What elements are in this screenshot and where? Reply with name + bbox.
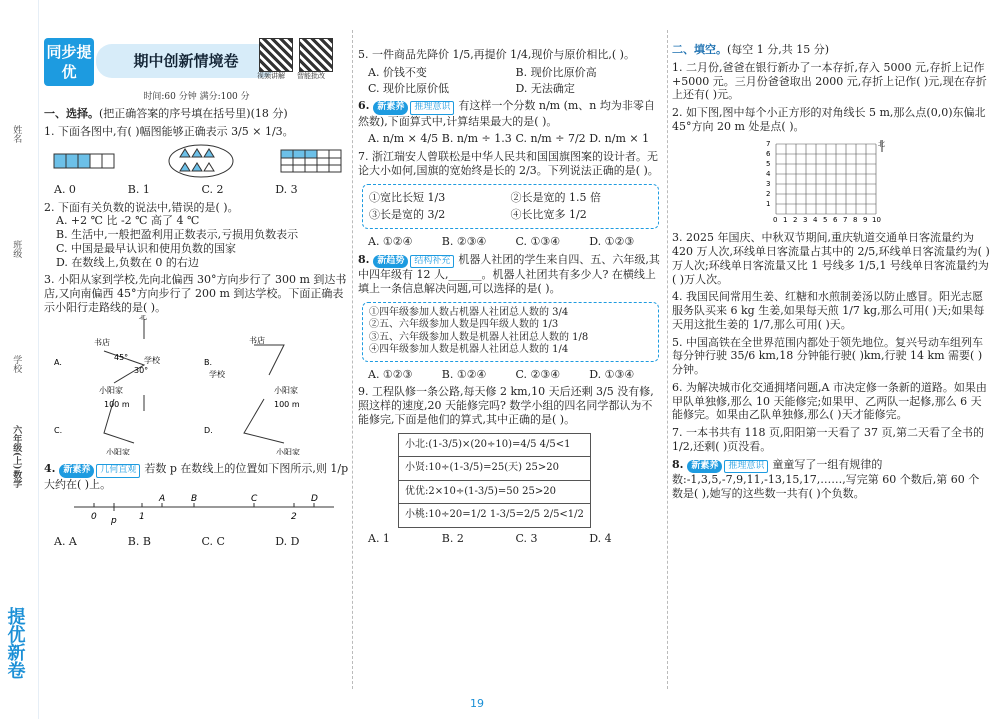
table-row: 小北:(1-3/5)×(20÷10)=4/5 4/5<1: [399, 433, 591, 457]
qr-code-icon[interactable]: [259, 38, 293, 72]
question-4: [44, 462, 349, 549]
options: [54, 535, 349, 549]
tick-label: 7: [766, 139, 771, 148]
home-label: 小阳家: [99, 385, 123, 395]
option-b[interactable]: B. 1: [127, 182, 150, 196]
tick-label: D: [311, 494, 318, 505]
column-3: [672, 40, 990, 504]
qr-code-icon[interactable]: [299, 38, 333, 72]
fill-question-2: 2. 如下图,图中每个小正方形的对角线长 5 m,那么点(0,0)东偏北 45°方向 20 m 处是点( )。: [672, 106, 986, 133]
options: [368, 132, 663, 146]
info-item: ②五、六年级参加人数是四年级人数的 1/3: [369, 319, 559, 330]
fill-question-8: 8. 新素养 推理意识 童童写了一组有规律的数:-1,3,5,-7,9,11,-13,15,17,……,写完第 60 个数后,第 60 个数是( ),她写的这些数一共有( )个负数。: [672, 457, 980, 500]
school-label: 学校: [144, 355, 160, 365]
tick-label: p: [111, 516, 117, 527]
fill-question-3: 3. 2025 年国庆、中秋双节期间,重庆轨道交通单日客流量约为 420 万人次,环线单日客流量占其中的 2/5,环线单日客流量约为( )万人次;环线单日客流量又比 1 号线多 1/5,1 号线单日客流量约为( )万人次。: [672, 231, 990, 286]
name-label: 姓名: [11, 125, 22, 143]
options: [368, 235, 663, 249]
tick-label: 9: [863, 215, 868, 224]
table-row: 小贤:10÷(1-3/5)=25(天) 25>20: [399, 457, 591, 481]
page-number: 19: [470, 697, 484, 711]
option-b[interactable]: B. n/m ÷ 1.3: [441, 132, 512, 146]
option-d[interactable]: D. 3: [275, 182, 298, 196]
tick-label: C: [251, 494, 258, 505]
section-heading: 二、填空。(每空 1 分,共 15 分): [672, 43, 830, 56]
brand-logo: 提优新卷: [4, 607, 26, 679]
option-c[interactable]: C. ①③④: [515, 235, 561, 248]
tick-label: 6: [766, 149, 771, 158]
subject-label: 数学: [11, 470, 22, 488]
option-d[interactable]: D. 无法确定: [515, 81, 575, 95]
tick-label: 4: [766, 169, 771, 178]
question-stem: 7. 浙江瑞安人曾联松是中华人民共和国国旗图案的设计者。无论大小如何,国旗的宽始终是长的 2/3。下列说法正确的是( )。: [358, 150, 659, 177]
options: [54, 183, 349, 197]
tick-label: 1: [139, 512, 145, 523]
option-a[interactable]: A.: [54, 357, 62, 367]
tick-label: 2: [766, 189, 771, 198]
angle-label: 30°: [134, 365, 149, 375]
question-stem: 2. 下面有关负数的说法中,错误的是( )。: [44, 200, 239, 214]
tick-label: 3: [803, 215, 808, 224]
tick-label: 2: [291, 512, 297, 523]
options: [368, 532, 663, 546]
fill-question-6: 6. 为解决城市化交通拥堵问题,A 市决定修一条新的道路。如果由甲队单独修,那么 10 天能修完;如果甲、乙两队一起修,那么 6 天能修完。如果由乙队单独修,那么( )天才能修完。: [672, 380, 987, 422]
statement-item: ③长是宽的 3/2: [369, 208, 446, 222]
option-b[interactable]: B. ①②④: [441, 367, 487, 381]
question-5: [358, 48, 663, 95]
bar-figure: [52, 146, 122, 176]
column-divider: [667, 30, 669, 689]
scale-label: 100 m: [274, 399, 300, 409]
option-d[interactable]: D. ①②③: [589, 235, 635, 248]
option-d[interactable]: D. D: [275, 535, 300, 548]
option-d[interactable]: D. 4: [589, 531, 612, 545]
home-label: 小阳家: [106, 447, 130, 455]
info-box: [362, 302, 659, 362]
option-a[interactable]: A. 1: [368, 531, 390, 545]
fill-question-7: 7. 一本书共有 118 页,阳阳第一天看了 37 页,第二天看了全书的 1/2,还剩( )页没看。: [672, 426, 984, 453]
home-label: 小阳家: [276, 447, 300, 455]
fill-question-5: 5. 中国高铁在全世界范围内都处于领先地位。复兴号动车组列车每分钟行驶 35/6 km,18 分钟能行驶( )km,行驶 14 km 需要( )分钟。: [672, 335, 983, 376]
solution-table: [398, 433, 591, 528]
tick-label: 0: [91, 512, 97, 523]
question-stem: 9. 工程队修一条公路,每天修 2 km,10 天后还剩 3/5 没有修,照这样的速度,20 天能修完吗? 数学小组的四名同学都认为不能修完,下面是他们的算式,其中正确的是( )。: [358, 385, 654, 426]
tick-label: 4: [813, 215, 818, 224]
statement-item: ④长比宽多 1/2: [510, 208, 587, 222]
tick-label: A: [159, 494, 166, 505]
column-divider: [352, 30, 354, 689]
tick-label: 7: [843, 215, 848, 224]
question-stem: 5. 一件商品先降价 1/5,再提价 1/4,现价与原价相比,( )。: [358, 48, 635, 61]
option-c[interactable]: C. 中国是最早认识和使用负数的国家: [56, 241, 237, 255]
tick-label: 5: [823, 215, 828, 224]
option-c[interactable]: C. ②③④: [515, 367, 561, 381]
fill-question-4: 4. 我国民间常用生姜、红糖和水煎制姜汤以防止感冒。阳光志愿服务队买来 6 kg 生姜,如果每天煎 1/7 kg,那么可用( )天;如果每天用这批生姜的 1/7,那么可用( )天。: [672, 290, 985, 331]
scale-label: 100 m: [104, 399, 130, 409]
grade-label: 六年级(上): [11, 425, 22, 470]
table-row: 优优:2×10÷(1-3/5)=50 25>20: [399, 480, 591, 504]
route-diagrams: [44, 315, 344, 455]
option-b[interactable]: B. ②③④: [441, 235, 487, 248]
column-2: [358, 44, 663, 549]
store-label: 书店: [249, 335, 265, 345]
question-1: [44, 125, 349, 197]
column-1: [44, 38, 349, 553]
info-item: ③五、六年级参加人数是机器人社团总人数的 1/8: [369, 331, 589, 343]
tick-label: 3: [766, 179, 771, 188]
tick-label: 1: [766, 199, 771, 208]
table-row: 小桃:10÷20=1/2 1-3/5=2/5 2/5<1/2: [399, 504, 591, 528]
info-item: ①四年级参加人数占机器人社团总人数的 3/4: [369, 306, 569, 318]
grid-figure: [279, 146, 349, 176]
option-b[interactable]: B. 生活中,一般把盈利用正数表示,亏损用负数表示: [56, 228, 299, 241]
tick-label: 1: [783, 215, 788, 224]
q1-figures: [52, 143, 349, 179]
statement-box: [362, 184, 659, 230]
option-c[interactable]: C. 3: [515, 531, 538, 545]
north-label: 北: [878, 139, 885, 148]
options: [368, 66, 663, 96]
angle-label: 45°: [114, 352, 129, 362]
question-3: [44, 273, 349, 458]
question-stem: 8. 新趋势 结构补充 机器人社团的学生来自四、五、六年级,其中四年级有 12 人,______。机器人社团共有多少人? 在横线上填上一条信息解决问题,可以选择的是( )。: [358, 252, 660, 295]
option-a[interactable]: A. ①②④: [368, 235, 413, 248]
question-6: [358, 99, 663, 146]
question-9: [358, 385, 663, 545]
header: [44, 38, 349, 90]
coordinate-grid: [762, 138, 902, 224]
option-c[interactable]: C. C: [201, 535, 225, 548]
option-d[interactable]: D.: [204, 425, 213, 435]
tick-label: 2: [793, 215, 798, 224]
options: [368, 368, 663, 382]
option-d[interactable]: D. ①③④: [589, 367, 635, 381]
question-8: [358, 253, 663, 382]
north-label: 北: [139, 314, 147, 321]
option-d[interactable]: D. n/m × 1: [589, 132, 650, 146]
section-heading: 一、选择。(把正确答案的序号填在括号里)(18 分): [44, 107, 288, 121]
option-c[interactable]: C. 现价比原价低: [368, 81, 450, 95]
oval-figure: [166, 143, 236, 179]
option-b[interactable]: B. 2: [441, 531, 464, 545]
tick-label: 0: [773, 215, 778, 224]
option-a[interactable]: A. +2 ℃ 比 -2 ℃ 高了 4 ℃: [56, 214, 200, 228]
qr-label: 智能批改: [297, 72, 325, 80]
tick-label: 10: [872, 215, 881, 224]
option-c[interactable]: C.: [54, 425, 63, 435]
tick-label: 5: [766, 159, 771, 168]
store-label: 书店: [94, 337, 110, 347]
left-margin: [0, 0, 39, 719]
class-label: 班级: [11, 240, 22, 258]
question-stem: 4. 新素养 几何直观 若数 p 在数线上的位置如下图所示,则 1/p 大约在( )上。: [44, 462, 349, 491]
fill-question-1: 1. 二月份,爸爸在银行新办了一本存折,存入 5000 元,存折上记作 +5000 元。三月份爸爸取出 2000 元,存折上记作( )元,现在存折上还有( )元。: [672, 60, 987, 102]
option-b[interactable]: B. 现价比原价高: [515, 65, 597, 79]
option-a[interactable]: A. 0: [54, 182, 76, 196]
qr-label: 视频讲解: [257, 72, 285, 80]
school-label: 学校: [11, 355, 22, 373]
badge: 同步提优: [44, 38, 94, 86]
option-a[interactable]: A. A: [54, 535, 77, 548]
option-a[interactable]: A. 价钱不变: [368, 65, 427, 79]
statement-item: ②长是宽的 1.5 倍: [510, 190, 601, 204]
tick-label: 6: [833, 215, 838, 224]
exam-meta: 时间:60 分钟 满分:100 分: [143, 92, 250, 102]
option-b[interactable]: B. B: [127, 535, 151, 548]
option-d[interactable]: D. 在数线上,负数在 0 的右边: [56, 255, 199, 269]
option-c[interactable]: C. n/m ÷ 7/2: [515, 132, 586, 146]
question-7: [358, 150, 663, 249]
number-line: [44, 491, 344, 527]
statement-item: ①宽比长短 1/3: [369, 190, 446, 204]
option-c[interactable]: C. 2: [201, 182, 224, 196]
school-label: 学校: [209, 369, 225, 379]
question-2: [44, 201, 349, 270]
info-item: ④四年级参加人数是机器人社团总人数的 1/4: [369, 344, 569, 355]
question-stem: 6. 新素养 推理意识 有这样一个分数 n/m (m、n 均为非零自然数),下面算式中,计算结果最大的是( )。: [358, 99, 655, 128]
question-stem: 3. 小阳从家到学校,先向北偏西 30°方向步行了 300 m 到达书店,又向南偏西 45°方向步行了 200 m 到达学校。下面正确表示小阳行走路线的是( )。: [44, 273, 347, 314]
option-a[interactable]: A. n/m × 4/5: [368, 132, 439, 146]
page-title: 期中创新情境卷: [96, 44, 276, 78]
tick-label: B: [191, 494, 198, 505]
option-a[interactable]: A. ①②③: [368, 367, 413, 381]
question-stem: 1. 下面各图中,有( )幅图能够正确表示 3/5 × 1/3。: [44, 125, 294, 138]
tick-label: 8: [853, 215, 858, 224]
option-b[interactable]: B.: [204, 357, 213, 367]
home-label: 小阳家: [274, 385, 298, 395]
